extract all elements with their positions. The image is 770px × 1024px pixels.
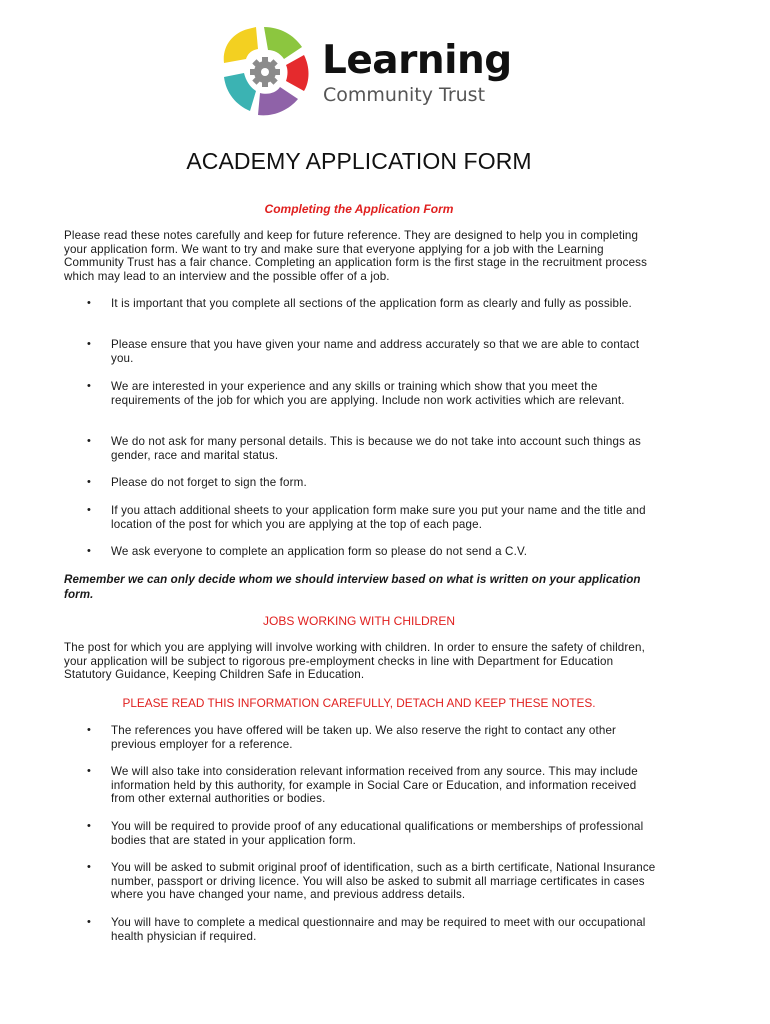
logo-wordmark: Learning — [322, 38, 512, 83]
list-item: We do not ask for many personal details. This is because we do not take into account such things as gender, race and marital status. — [111, 435, 641, 462]
section-heading-jobs-with-children: JOBS WORKING WITH CHILDREN — [262, 614, 455, 628]
bullet-marker: • — [87, 820, 91, 832]
list-item: Please do not forget to sign the form. — [111, 476, 307, 489]
list-item: You will be asked to submit original proof of identification, such as a birth certificate, National Insurance number, passport or driving licence. You will also be asked to submit all marriage certificates in cases where you have changed your name, and previous address details. — [111, 861, 656, 902]
list-item: We ask everyone to complete an application form so please do not send a C.V. — [111, 545, 528, 558]
list-item: You will have to complete a medical questionnaire and may be required to meet with our occupational health physician if required. — [111, 916, 646, 943]
section-heading-completing: Completing the Application Form — [264, 202, 454, 216]
list-item: If you attach additional sheets to your application form make sure you put your name and the title and location of the post for which you are applying at the top of each page. — [111, 504, 646, 531]
list-item: We are interested in your experience and any skills or training which show that you meet the requirements of the job for which you are applying. Include non work activities which are relevant. — [111, 380, 625, 407]
detach-notice: PLEASE READ THIS INFORMATION CAREFULLY, DETACH AND KEEP THESE NOTES. — [122, 696, 596, 710]
bullet-marker: • — [87, 545, 91, 557]
bullet-marker: • — [87, 916, 91, 928]
bullet-marker: • — [87, 724, 91, 736]
bullet-marker: • — [87, 861, 91, 873]
learning-community-trust-logo — [218, 25, 512, 120]
list-item: You will be required to provide proof of any educational qualifications or memberships of professional bodies that are stated in your application form. — [111, 820, 644, 847]
page-title: ACADEMY APPLICATION FORM — [186, 148, 532, 174]
remember-note: Remember we can only decide whom we should interview based on what is written on your application form. — [64, 573, 641, 601]
bullet-marker: • — [87, 380, 91, 392]
list-item: It is important that you complete all sections of the application form as clearly and fully as possible. — [111, 297, 632, 310]
intro-paragraph: Please read these notes carefully and keep for future reference. They are designed to help you in completing your application form. We want to try and make sure that everyone applying for a job with the Learning Community Trust has a fair chance. Completing an application form is the first stage in the recruitment process which may lead to an interview and the possible offer of a job. — [64, 229, 648, 283]
bullet-marker: • — [87, 765, 91, 777]
bullet-marker: • — [87, 297, 91, 309]
children-paragraph: The post for which you are applying will involve working with children. In order to ensure the safety of children, your application will be subject to rigorous pre-employment checks in line with Department for Education Statutory Guidance, Keeping Children Safe in Education. — [64, 641, 645, 682]
logo-mark-icon — [218, 25, 318, 120]
bullet-marker: • — [87, 476, 91, 488]
logo-subtitle: Community Trust — [323, 84, 486, 106]
bullet-marker: • — [87, 435, 91, 447]
list-item: The references you have offered will be taken up. We also reserve the right to contact any other previous employer for a reference. — [111, 724, 617, 751]
list-item: Please ensure that you have given your name and address accurately so that we are able to contact you. — [111, 338, 640, 365]
list-item: We will also take into consideration relevant information received from any source. This may include information held by this authority, for example in Social Care or Education, and information received from other external authorities or bodies. — [111, 765, 638, 806]
bullet-marker: • — [87, 504, 91, 516]
bullet-marker: • — [87, 338, 91, 350]
